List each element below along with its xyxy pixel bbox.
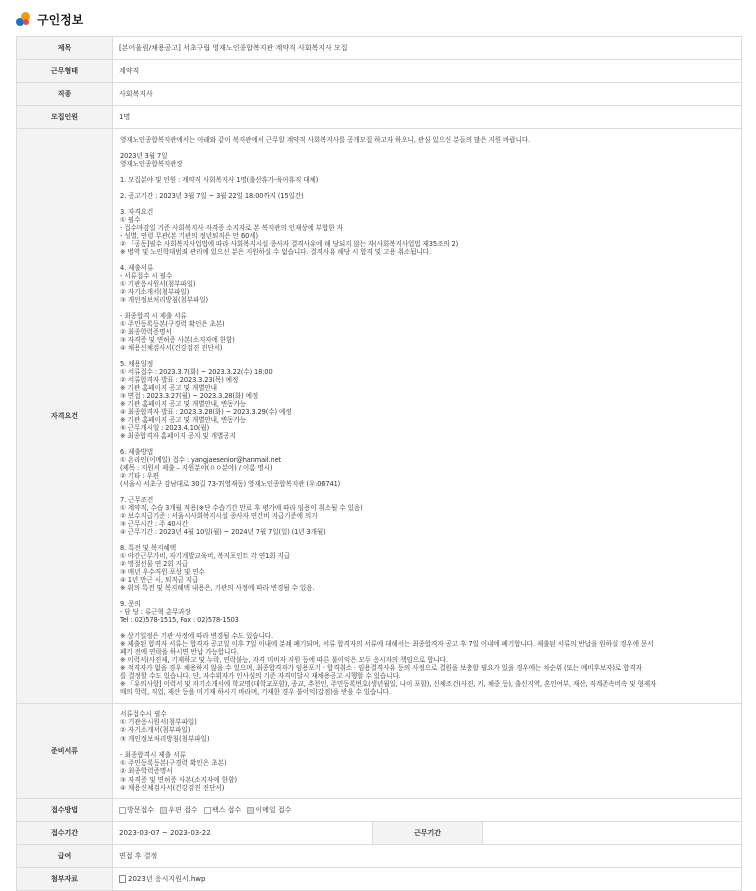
value-type: 계약직 [113,60,742,83]
value-pay: 면접 후 결정 [113,845,742,868]
method-option-visit[interactable]: 방문접수 [119,806,154,814]
value-documents [113,704,742,799]
label-documents: 준비서류 [17,704,113,799]
brand-logo-icon [16,12,31,27]
value-work-period [483,822,742,845]
row-qualification [17,129,742,704]
row-period [17,822,742,845]
row-method [17,799,742,822]
qualification-text: 영재노인종합복지관에서는 아래와 같이 복지관에서 근무할 계약직 사회복지사를 공개모집 하고자 하오니, 관심 있으신 분들의 많은 지원 바랍니다. 2023년 3월 7일 영재노인종합복지관장 1. 모집분야 및 인원 : 계약직 사회복지사 1명(출산휴가·육아휴직 대체) 2. 공고기간 : 2023년 3월 7일 ~ 3월 22일 18:00까지 (15일간) 3. 자격요건 ① 필수 - 접수마감일 기준 사회복지사 자격증 소지자로 본 복지관의 인재상에 부합한 자 - 성별, 연령 무관(본 기관의 정년퇴직은 만 60세) ② 「공동]필수 사회복지사업법에 따라 사회복지시설 종사자 결격사유에 해 당되지 않는 자(사회복지사업법 제35조의 2) ※ 병역 및 노인학대범죄 관리에 있으신 분은 지원하실 수 없습니다. 결격사유 해당 시 합격 및 고용 취소됩니다. 4. 제출서류 - 서류접수 시 필수 ① 기관응시원서(첨부파일) ② 자기소개서(첨부파일) ③ 개인정보처리방침(첨부파일) - 최종합격 시 제출 서류 ① 주민등록등본(구경력 확인은 초본) ② 최종학력증명서 ③ 자격증 및 면허증 사본(소지자에 한함) ④ 채용신체검사서(건강검진 진단서) 5. 채용일정 ① 서류접수 : 2023.3.7(화) ~ 2023.3.22(수) 18:00 ② 서류합격자 발표 : 2023.3.23(목) 예정 ※ 기관 홈페이지 공고 및 개별안내 ③ 면접 : 2023.3.27(월) ~ 2023.3.28(화) 예정 ※ 기관 홈페이지 공고 및 개별안내, 변동가능 ④ 최종합격자 발표 : 2023.3.28(화) ~ 2023.3.29(수) 예정 ※ 기관 홈페이지 공고 및 개별안내, 변동가능 ⑤ 근무개시일 : 2023.4.10(월) ※ 최종합격자 홈페이지 공지 및 개별공지 6. 제출방법 ① 온라인(이메일) 접수 : yangjaesenior@hanmail.net (제목 : 지원서 제출 – 지원분야(ㅇㅇ분야) / 이름 명시) ② 기타 : 우편 (서울시 서초구 강남대로 30길 73-7(영재동) 영재노인종합복지관 (우:06741) 7. 근무조건 ① 계약직, 수습 3개월 적용(※단 수습기간 만료 후 평가에 따라 임용이 취소될 수 있음) ② 보수지급기준 : 서울시사회복지시설 종사자 연간비 지급기준에 의거 ③ 근무시간 : 주 40시간 ④ 근무기간 : 2023년 4월 10일(월) ~ 2024년 7월 7일(일) (1년 3개월) 8. 특전 및 복지혜택 ① 야간근무가비, 자기개발교육비, 복지포인트 각 연1회 지급 ② 명절선물 연 2회 지급 ③ 매년 우수직원 포상 및 연수 ④ 1년 만근 시, 퇴직금 지급 ※ 위의 특전 및 복지혜택 내용은, 기관의 사정에 따라 변경될 수 있음. 9. 문의 - 담 당 : 류근혁 총무과장 Tel : 02)578-1515, Fax : 02)578-1503 ※ 상기일정은 기관 사정에 따라 변경될 수도 있습니다. ※ 제출된 합격자 서류는 합격자 공고일 이후 7일 이내에 분쇄 폐기되며, 서류 합격자의 서류에 대해서는 최종합격자 공고 후 7일 이내에 폐기합니다. 제출된 서류의 반납을 원하실 경우에 문서 폐기 전에 연락을 하시면 반납 가능합니다. ※ 이력서(사진제, 기재하고 및 누락, 연락불능, 자격 미비자 지원 등에 따른 불이익은 모두 응시자의 책임으로 합니다. ※ 적격자가 없을 경우 채용하지 않을 수 있으며, 최종합격자가 임용포기 · 합격취소 · 임용결격사유 등의 사정으로 결원을 보충할 필요가 있을 경우에는 차순위 (또는 예비후보자)로 합격자 를 결정할 수도 있습니다. 단, 자수위자가 인사심의 기준 자격미달시 재채용공고 시행할 수 있습니다. ※ 「유의사항] 이력서 및 자기소개서에 학교명(대학교포함), 종교, 추천인, 주민등록번호(생년월일, 나이 포함), 신체조건(사진, 키, 체중 등), 출신지역, 혼인여부, 재산, 직계존속비속 및 형제자 매의 학력, 직업, 재산 등을 미기재 하시기 바라며, 기재한 경우 불이익(감점)을 받을 수 있습니다. [120,136,657,696]
label-period: 접수기간 [17,822,113,845]
row-type [17,60,742,83]
checkbox-icon[interactable] [204,807,211,814]
value-period: 2023-03-07 ~ 2023-03-22 [113,822,373,845]
checkbox-icon[interactable] [160,807,167,814]
value-attachment [113,868,742,891]
label-job: 직종 [17,83,113,106]
label-qualification: 자격요건 [17,129,113,704]
checkbox-icon[interactable] [119,807,126,814]
label-count: 모집인원 [17,106,113,129]
label-pay: 급여 [17,845,113,868]
label-title: 제목 [17,37,113,60]
job-info-table [16,36,742,891]
value-title: [본어울림/채용공고] 서초구립 영재노인종합복지관 계약직 사회복지사 모집 [113,37,742,60]
documents-text: 서류접수시 필수 ① 기관응시원서(첨부파일) ② 자기소개서(첨부파일) ③ 개인정보처리방침(첨부파일) - 최종합격시 제출 서류 ① 주민등록등본(구경력 확인은 초본) ② 최종학력증명서 ③ 자격증 및 면허증 사본(소지자에 한함) ④ 채용신체검사서(건강검진 진단서) [120,710,238,792]
method-option-mail[interactable]: 우편 접수 [160,806,197,814]
value-method [113,799,742,822]
file-icon [119,875,126,883]
label-work-period: 근무기간 [373,822,483,845]
label-method: 접수방법 [17,799,113,822]
attachment-link[interactable]: 2023년 응시지원서.hwp [128,875,206,884]
value-count: 1명 [113,106,742,129]
row-pay [17,845,742,868]
row-job [17,83,742,106]
page-title: 구인정보 [37,12,84,27]
row-attachment [17,868,742,891]
label-type: 근무형태 [17,60,113,83]
method-option-email[interactable]: 이메일 접수 [247,806,291,814]
row-documents [17,704,742,799]
label-attachment: 첨부자료 [17,868,113,891]
row-count [17,106,742,129]
method-option-fax[interactable]: 팩스 접수 [204,806,241,814]
row-title [17,37,742,60]
checkbox-icon[interactable] [247,807,254,814]
value-qualification [113,129,742,704]
value-job: 사회복지사 [113,83,742,106]
page-header [16,8,83,30]
